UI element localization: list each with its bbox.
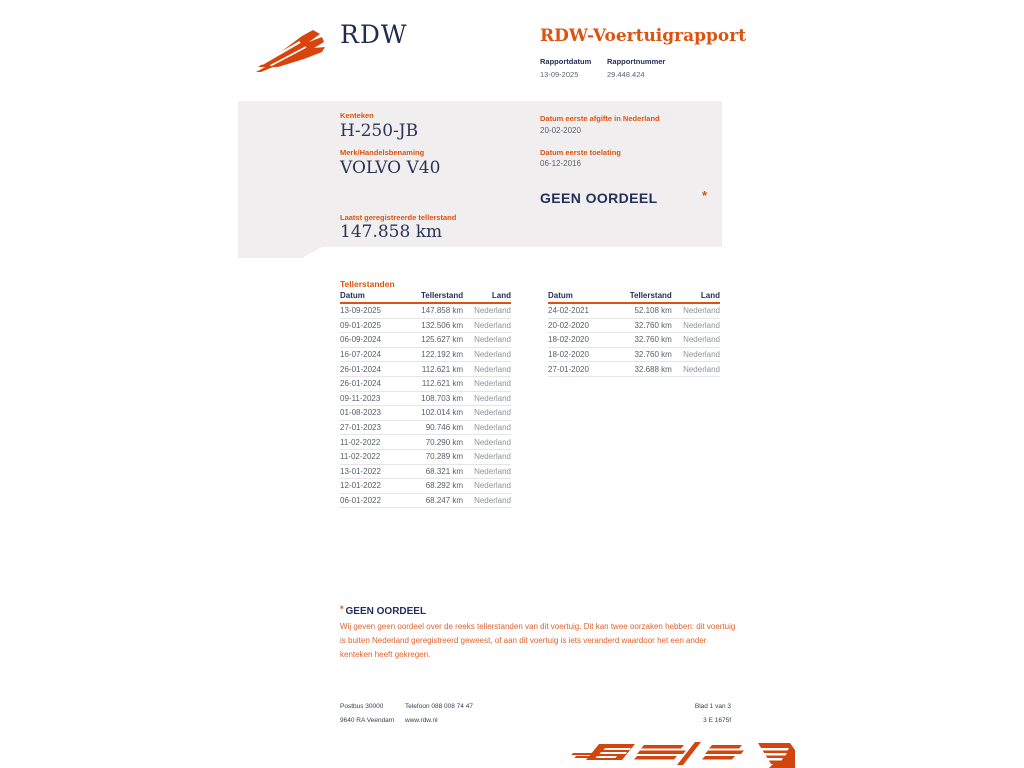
table-row	[340, 319, 511, 334]
date-cell: 27-01-2020	[548, 364, 589, 374]
country-cell: Nederland	[683, 335, 720, 345]
table-body	[340, 304, 511, 508]
oordeel-status: GEEN OORDEEL	[540, 190, 658, 206]
footer-form-code: 3 E 1675f	[703, 717, 731, 724]
report-number-field	[607, 57, 665, 79]
odometer-cell: 132.506 km	[421, 320, 464, 330]
footer-city: 9640 RA Veendam	[340, 717, 395, 724]
footnote-text: Wij geven geen oordeel over de reeks tellerstanden van dit voertuig. Dit kan twee oorzaken hebben: dit voertuig is buiten Nederland geregistreerd geweest, of aan dit voertuig is iets veranderd waardoor het een ander kenteken heeft gekregen.	[340, 622, 736, 660]
country-cell: Nederland	[474, 481, 511, 491]
table-row	[548, 362, 720, 377]
country-cell: Nederland	[474, 350, 511, 360]
rdw-logo-text: RDW	[340, 20, 408, 49]
footnote-title-text: GEEN OORDEEL	[345, 606, 427, 617]
odometer-cell: 70.289 km	[425, 452, 464, 462]
rdw-bird-logo-icon	[256, 26, 334, 72]
table-header	[548, 290, 720, 304]
date-cell: 12-01-2022	[340, 481, 381, 491]
date-cell: 09-11-2023	[340, 393, 381, 403]
footer-page-number: Blad 1 van 3	[694, 703, 731, 710]
country-cell: Nederland	[474, 364, 511, 374]
tellerstand-value: 147.858 km	[340, 222, 443, 242]
date-cell: 20-02-2020	[548, 320, 589, 330]
table-row	[340, 494, 511, 509]
country-cell: Nederland	[683, 306, 720, 316]
rdw-stripes-motif-icon	[543, 740, 795, 768]
country-cell: Nederland	[683, 350, 720, 360]
report-date-value: 13-09-2025	[540, 70, 579, 79]
odometer-cell: 52.108 km	[634, 306, 672, 316]
date-cell: 06-09-2024	[340, 335, 381, 345]
odometer-table-right	[548, 290, 720, 377]
report-number-value: 29.448.424	[607, 70, 645, 79]
footer-website-link[interactable]: www.rdw.nl	[405, 717, 438, 724]
table-row	[340, 333, 511, 348]
column-header-land: Land	[700, 291, 720, 300]
vehicle-summary-panel-tab	[238, 247, 322, 258]
date-cell: 26-01-2024	[340, 379, 381, 389]
odometer-cell: 122.192 km	[421, 350, 464, 360]
column-header-datum: Datum	[340, 291, 365, 300]
table-row	[340, 421, 511, 436]
table-row	[340, 406, 511, 421]
report-number-label: Rapportnummer	[607, 57, 666, 66]
date-cell: 01-08-2023	[340, 408, 381, 418]
country-cell: Nederland	[474, 452, 511, 462]
table-row	[340, 362, 511, 377]
report-date-field	[540, 57, 591, 79]
date-cell: 24-02-2021	[548, 306, 589, 316]
report-date-label: Rapportdatum	[540, 57, 592, 66]
odometer-cell: 68.292 km	[425, 481, 464, 491]
table-row	[548, 333, 720, 348]
table-row	[340, 377, 511, 392]
footnote-asterisk: *	[340, 604, 344, 614]
table-row	[340, 465, 511, 480]
date-cell: 13-01-2022	[340, 466, 381, 476]
kenteken-value: H-250-JB	[340, 121, 419, 141]
date-cell: 11-02-2022	[340, 437, 381, 447]
country-cell: Nederland	[683, 364, 720, 374]
kenteken-label: Kenteken	[340, 111, 374, 120]
odometer-cell: 70.290 km	[425, 437, 464, 447]
odometer-cell: 32.760 km	[634, 350, 672, 360]
country-cell: Nederland	[474, 437, 511, 447]
merk-label: Merk/Handelsbenaming	[340, 148, 425, 157]
odometer-cell: 68.321 km	[425, 466, 464, 476]
odometer-cell: 108.703 km	[421, 393, 464, 403]
footer-phone: Telefoon 088 008 74 47	[405, 703, 473, 710]
date-cell: 11-02-2022	[340, 452, 381, 462]
date-cell: 06-01-2022	[340, 496, 381, 506]
country-cell: Nederland	[474, 408, 511, 418]
odometer-cell: 32.688 km	[634, 364, 672, 374]
country-cell: Nederland	[474, 393, 511, 403]
tellerstanden-heading: Tellerstanden	[340, 279, 395, 289]
odometer-table-left	[340, 290, 511, 508]
table-body	[548, 304, 720, 377]
table-row	[340, 450, 511, 465]
odometer-cell: 68.247 km	[425, 496, 464, 506]
eerste-toelating-label: Datum eerste toelating	[540, 148, 621, 157]
column-header-datum: Datum	[548, 291, 573, 300]
eerste-toelating-value: 06-12-2016	[540, 159, 581, 168]
date-cell: 26-01-2024	[340, 364, 381, 374]
date-cell: 18-02-2020	[548, 335, 589, 345]
odometer-cell: 32.760 km	[634, 335, 672, 345]
country-cell: Nederland	[474, 335, 511, 345]
table-row	[340, 479, 511, 494]
table-row	[340, 392, 511, 407]
document-title: RDW-Voertuigrapport	[540, 26, 747, 46]
country-cell: Nederland	[474, 306, 511, 316]
table-row	[548, 319, 720, 334]
odometer-cell: 112.621 km	[421, 364, 464, 374]
footnote-title	[340, 604, 426, 617]
eerste-afgifte-value: 20-02-2020	[540, 126, 581, 135]
odometer-cell: 112.621 km	[421, 379, 464, 389]
oordeel-asterisk: *	[702, 188, 708, 203]
country-cell: Nederland	[474, 320, 511, 330]
odometer-cell: 147.858 km	[421, 306, 464, 316]
table-row	[548, 348, 720, 363]
date-cell: 27-01-2023	[340, 423, 381, 433]
country-cell: Nederland	[474, 379, 511, 389]
date-cell: 09-01-2025	[340, 320, 381, 330]
column-header-tellerstand: Tellerstand	[421, 291, 464, 300]
merk-value: VOLVO V40	[340, 158, 441, 178]
eerste-afgifte-label: Datum eerste afgifte in Nederland	[540, 114, 660, 123]
date-cell: 13-09-2025	[340, 306, 381, 316]
footer-postbus: Postbus 30000	[340, 703, 384, 710]
odometer-cell: 90.746 km	[425, 423, 464, 433]
country-cell: Nederland	[474, 496, 511, 506]
country-cell: Nederland	[474, 423, 511, 433]
table-row	[340, 304, 511, 319]
date-cell: 18-02-2020	[548, 350, 589, 360]
country-cell: Nederland	[683, 320, 720, 330]
column-header-tellerstand: Tellerstand	[629, 291, 672, 300]
odometer-cell: 102.014 km	[421, 408, 464, 418]
table-header	[340, 290, 511, 304]
column-header-land: Land	[491, 291, 511, 300]
odometer-cell: 32.760 km	[634, 320, 672, 330]
country-cell: Nederland	[474, 466, 511, 476]
table-row	[548, 304, 720, 319]
table-row	[340, 348, 511, 363]
date-cell: 16-07-2024	[340, 350, 381, 360]
table-row	[340, 435, 511, 450]
odometer-cell: 125.627 km	[421, 335, 464, 345]
tellerstand-label: Laatst geregistreerde tellerstand	[340, 213, 457, 222]
